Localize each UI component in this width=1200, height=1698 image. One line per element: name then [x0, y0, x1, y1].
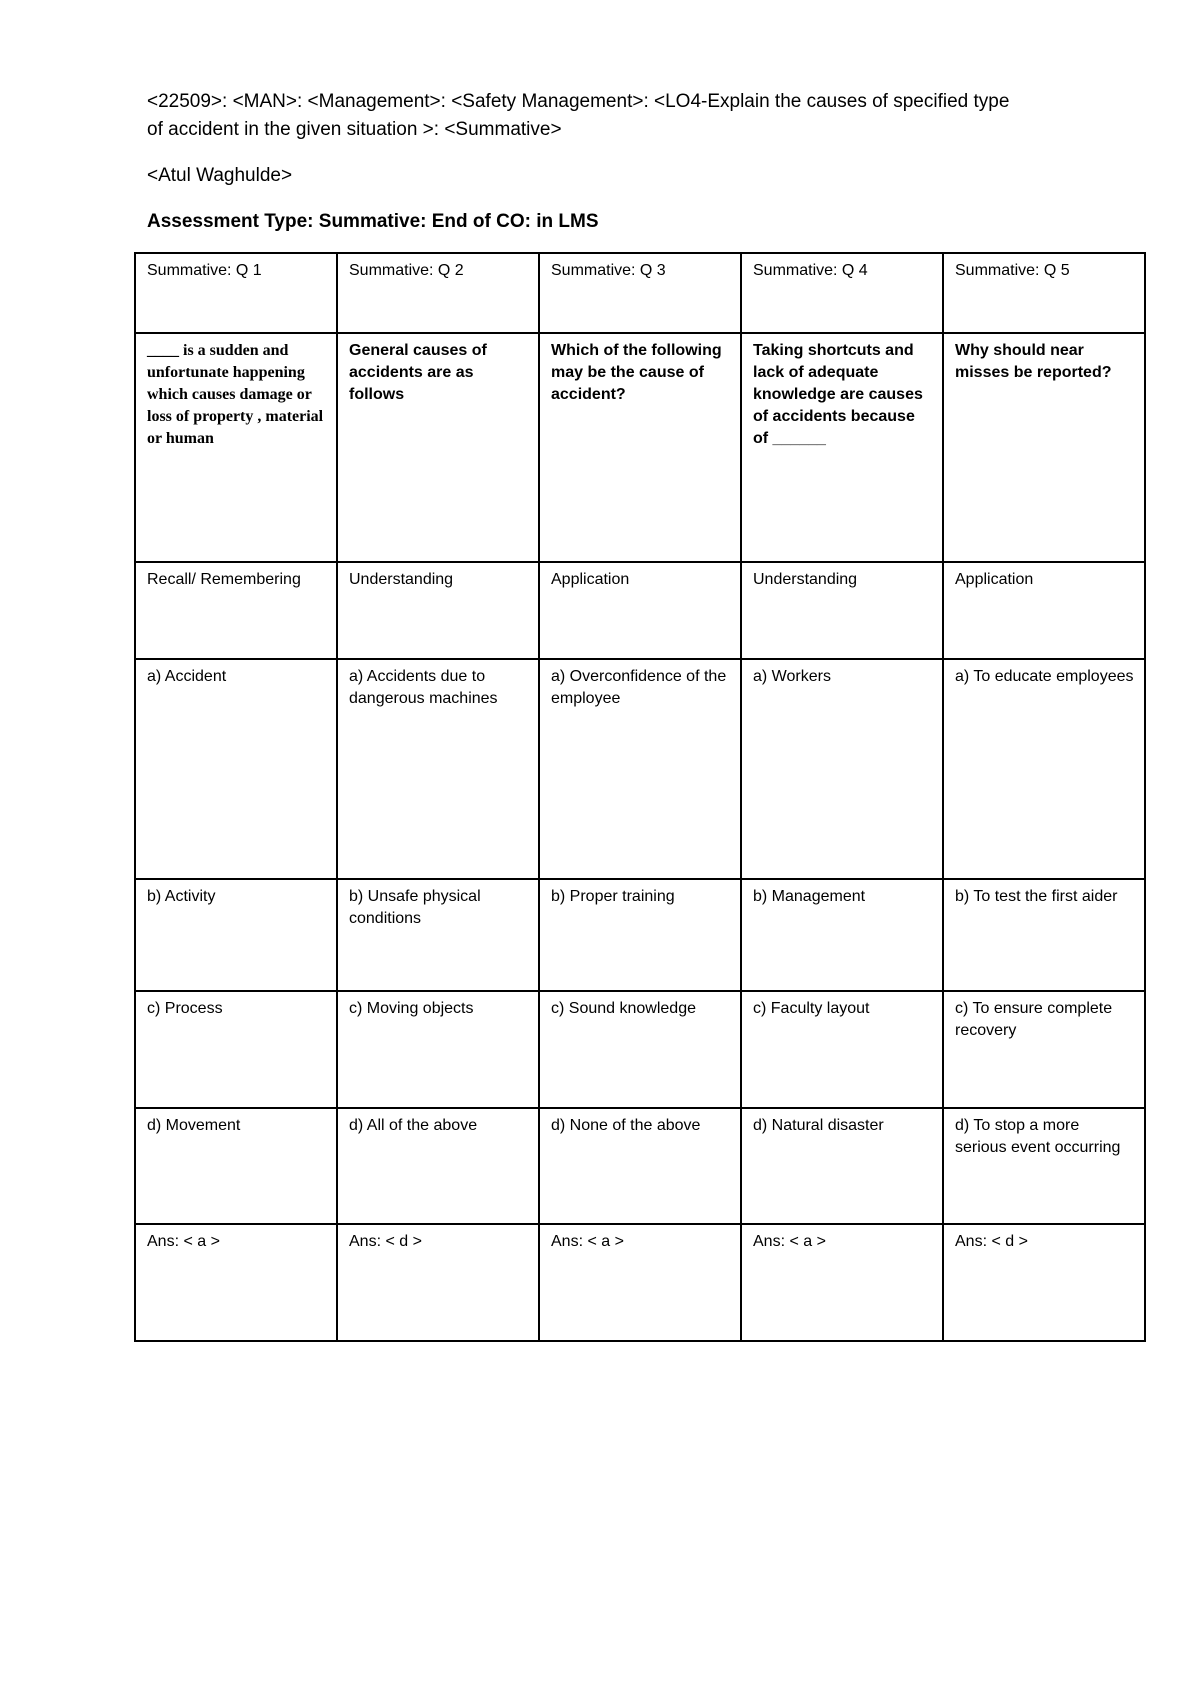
q3-level: Application	[539, 562, 741, 659]
q2-option-b: b) Unsafe physical conditions	[337, 879, 539, 991]
q1-level: Recall/ Remembering	[135, 562, 337, 659]
q4-option-b: b) Management	[741, 879, 943, 991]
q5-heading: Summative: Q 5	[943, 253, 1145, 333]
table-row-questions	[135, 333, 1145, 562]
q3-question: Which of the following may be the cause of accident?	[539, 333, 741, 562]
q4-level: Understanding	[741, 562, 943, 659]
q2-level: Understanding	[337, 562, 539, 659]
table-row-option-d	[135, 1108, 1145, 1224]
q1-heading: Summative: Q 1	[135, 253, 337, 333]
q4-heading: Summative: Q 4	[741, 253, 943, 333]
q3-heading: Summative: Q 3	[539, 253, 741, 333]
q5-answer: Ans: < d >	[943, 1224, 1145, 1341]
assessment-type: Assessment Type: Summative: End of CO: in LMS	[147, 211, 599, 232]
q3-option-c: c) Sound knowledge	[539, 991, 741, 1108]
q3-option-a: a) Overconfidence of the employee	[539, 659, 741, 879]
table-row-option-c	[135, 991, 1145, 1108]
q5-option-c: c) To ensure complete recovery	[943, 991, 1145, 1108]
table-row-option-b	[135, 879, 1145, 991]
q3-option-b: b) Proper training	[539, 879, 741, 991]
q2-heading: Summative: Q 2	[337, 253, 539, 333]
q2-question: General causes of accidents are as follows	[337, 333, 539, 562]
q5-option-b: b) To test the first aider	[943, 879, 1145, 991]
q2-option-c: c) Moving objects	[337, 991, 539, 1108]
q2-answer: Ans: < d >	[337, 1224, 539, 1341]
q4-answer: Ans: < a >	[741, 1224, 943, 1341]
q4-option-a: a) Workers	[741, 659, 943, 879]
q4-option-d: d) Natural disaster	[741, 1108, 943, 1224]
author-name: <Atul Waghulde>	[147, 165, 293, 186]
table-row-headings	[135, 253, 1145, 333]
q5-option-d: d) To stop a more serious event occurring	[943, 1108, 1145, 1224]
table-row-levels	[135, 562, 1145, 659]
q1-option-a: a) Accident	[135, 659, 337, 879]
q1-option-c: c) Process	[135, 991, 337, 1108]
question-table	[134, 252, 1146, 1342]
table-row-answers	[135, 1224, 1145, 1341]
q5-question: Why should near misses be reported?	[943, 333, 1145, 562]
q4-question: Taking shortcuts and lack of adequate knowledge are causes of accidents because of ______	[741, 333, 943, 562]
q3-option-d: d) None of the above	[539, 1108, 741, 1224]
q1-option-d: d) Movement	[135, 1108, 337, 1224]
q3-answer: Ans: < a >	[539, 1224, 741, 1341]
q2-option-a: a) Accidents due to dangerous machines	[337, 659, 539, 879]
q2-option-d: d) All of the above	[337, 1108, 539, 1224]
q1-option-b: b) Activity	[135, 879, 337, 991]
q1-answer: Ans: < a >	[135, 1224, 337, 1341]
table-row-option-a	[135, 659, 1145, 879]
q5-level: Application	[943, 562, 1145, 659]
course-header-line-1: <22509>: <MAN>: <Management>: <Safety Management>: <LO4-Explain the causes of specified type	[147, 91, 1010, 112]
q5-option-a: a) To educate employees	[943, 659, 1145, 879]
course-header-line-2: of accident in the given situation >: <Summative>	[147, 119, 562, 140]
q4-option-c: c) Faculty layout	[741, 991, 943, 1108]
q1-question: ____ is a sudden and unfortunate happening which causes damage or loss of property , material or human	[135, 333, 337, 562]
